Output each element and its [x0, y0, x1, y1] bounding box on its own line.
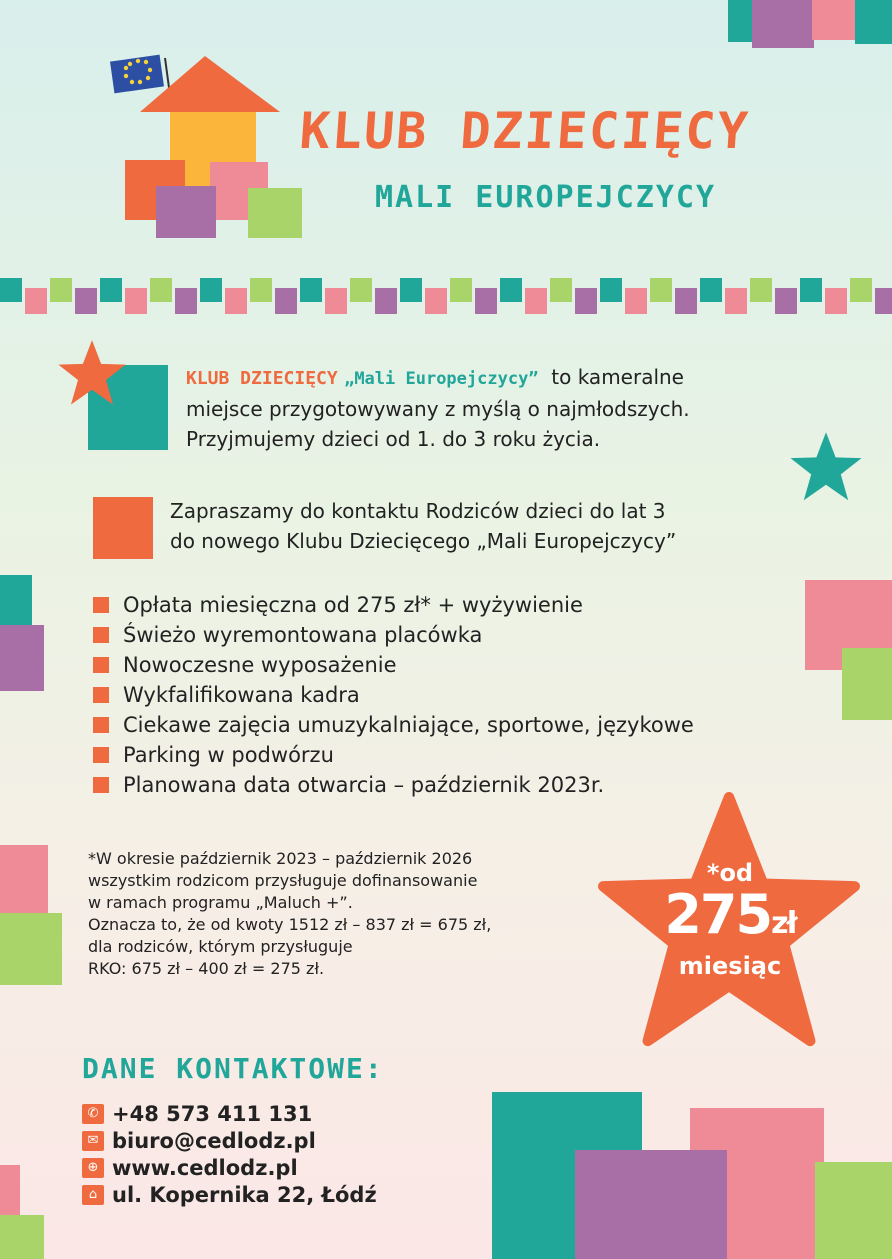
- bunting-flag: [250, 278, 272, 302]
- globe-icon: ⊕: [82, 1158, 104, 1178]
- decor-square: [0, 625, 44, 691]
- feature-list: [93, 590, 694, 800]
- bullet-square: [93, 597, 109, 613]
- bunting-flag: [325, 288, 347, 314]
- phone-icon: ✆: [82, 1104, 104, 1124]
- bullet-square: [93, 627, 109, 643]
- funding-note: *W okresie październik 2023 – październik 2026 wszystkim rodzicom przysługuje dofinansowanie w ramach programu „Maluch +”. Oznacza to, że od kwoty 1512 zł – 837 zł = 675 zł, dla rodziców, którym przysługuje RKO: 675 zł – 400 zł = 275 zł.: [88, 849, 492, 978]
- decor-square: [0, 913, 62, 985]
- bunting-flag: [875, 288, 892, 314]
- bunting-flag: [0, 278, 22, 302]
- list-item: Planowana data otwarcia – październik 2023r.: [93, 770, 694, 800]
- contact-heading: DANE KONTAKTOWE:: [82, 1052, 384, 1085]
- decor-square: [0, 1165, 20, 1215]
- bullet-square: [93, 747, 109, 763]
- contact-list: [82, 1100, 377, 1208]
- bunting-flag: [175, 288, 197, 314]
- intro-line1: to kameralne: [551, 365, 684, 389]
- contact-address: ⌂ ul. Kopernika 22, Łódź: [82, 1181, 377, 1208]
- bunting-flag: [700, 278, 722, 302]
- star-icon: [56, 338, 128, 408]
- list-item: Wykfalifikowana kadra: [93, 680, 694, 710]
- bunting-flag: [850, 278, 872, 302]
- contact-email: ✉ biuro@cedlodz.pl: [82, 1127, 377, 1154]
- intro-line2: miejsce przygotowywany z myślą o najmłodszych.: [186, 397, 690, 421]
- bunting-flag: [550, 278, 572, 302]
- bunting-flag: [600, 278, 622, 302]
- bullet-square: [93, 687, 109, 703]
- intro-line3: Przyjmujemy dzieci od 1. do 3 roku życia.: [186, 427, 601, 451]
- contact-phone: ✆ +48 573 411 131: [82, 1100, 377, 1127]
- bunting-flag: [800, 278, 822, 302]
- list-item: Opłata miesięczna od 275 zł* + wyżywienie: [93, 590, 694, 620]
- price-star-text: [640, 860, 820, 979]
- bunting-flag: [575, 288, 597, 314]
- bunting-flag: [100, 278, 122, 302]
- bunting-garland: [0, 270, 892, 325]
- decor-square: [0, 575, 32, 625]
- bunting-flag: [75, 288, 97, 314]
- invite-line2: do nowego Klubu Dziecięcego „Mali Europejczycy”: [170, 529, 677, 553]
- star-icon: [788, 430, 864, 504]
- bunting-flag: [775, 288, 797, 314]
- bunting-flag: [450, 278, 472, 302]
- list-item: Świeżo wyremontowana placówka: [93, 620, 694, 650]
- price-amount: 275zł: [664, 883, 796, 946]
- bunting-flag: [150, 278, 172, 302]
- mail-icon: ✉: [82, 1131, 104, 1151]
- price-period: miesiąc: [678, 952, 782, 980]
- bunting-flag: [375, 288, 397, 314]
- invite-paragraph: [170, 496, 676, 556]
- decor-square: [752, 0, 814, 48]
- bunting-flag: [725, 288, 747, 314]
- bullet-square: [93, 717, 109, 733]
- bunting-flag: [225, 288, 247, 314]
- bunting-flag: [400, 278, 422, 302]
- price-prefix: *od: [706, 859, 754, 887]
- decor-square: [855, 0, 892, 44]
- bunting-flag: [625, 288, 647, 314]
- bunting-flag: [275, 288, 297, 314]
- bunting-flag: [650, 278, 672, 302]
- bunting-flag: [500, 278, 522, 302]
- bullet-square: [93, 657, 109, 673]
- decor-square: [0, 845, 48, 913]
- page-title: KLUB DZIECIĘCY: [297, 102, 752, 160]
- bunting-flag: [425, 288, 447, 314]
- bullet-square: [93, 777, 109, 793]
- invite-line1: Zapraszamy do kontaktu Rodziców dzieci do lat 3: [170, 499, 666, 523]
- bunting-flag: [350, 278, 372, 302]
- list-item: Parking w podwórzu: [93, 740, 694, 770]
- bunting-flag: [675, 288, 697, 314]
- decor-square: [815, 1162, 892, 1259]
- bunting-flag: [125, 288, 147, 314]
- bunting-flag: [475, 288, 497, 314]
- intro-name: „Mali Europejczycy”: [344, 369, 539, 389]
- bunting-flag: [300, 278, 322, 302]
- contact-website: ⊕ www.cedlodz.pl: [82, 1154, 377, 1181]
- decor-square: [0, 1215, 44, 1259]
- list-item: Nowoczesne wyposażenie: [93, 650, 694, 680]
- decor-square: [842, 648, 892, 720]
- bunting-flag: [525, 288, 547, 314]
- page-subtitle: MALI EUROPEJCZYCY: [375, 180, 717, 215]
- decor-square: [93, 497, 153, 559]
- bunting-flag: [200, 278, 222, 302]
- bunting-flag: [825, 288, 847, 314]
- intro-brand: KLUB DZIECIĘCY: [186, 368, 338, 389]
- club-logo: [110, 50, 310, 245]
- list-item: Ciekawe zajęcia umuzykalniające, sportowe, językowe: [93, 710, 694, 740]
- home-icon: ⌂: [82, 1185, 104, 1205]
- bunting-flag: [25, 288, 47, 314]
- decor-square: [575, 1150, 727, 1259]
- bunting-flag: [50, 278, 72, 302]
- intro-paragraph: [186, 362, 690, 454]
- bunting-flag: [750, 278, 772, 302]
